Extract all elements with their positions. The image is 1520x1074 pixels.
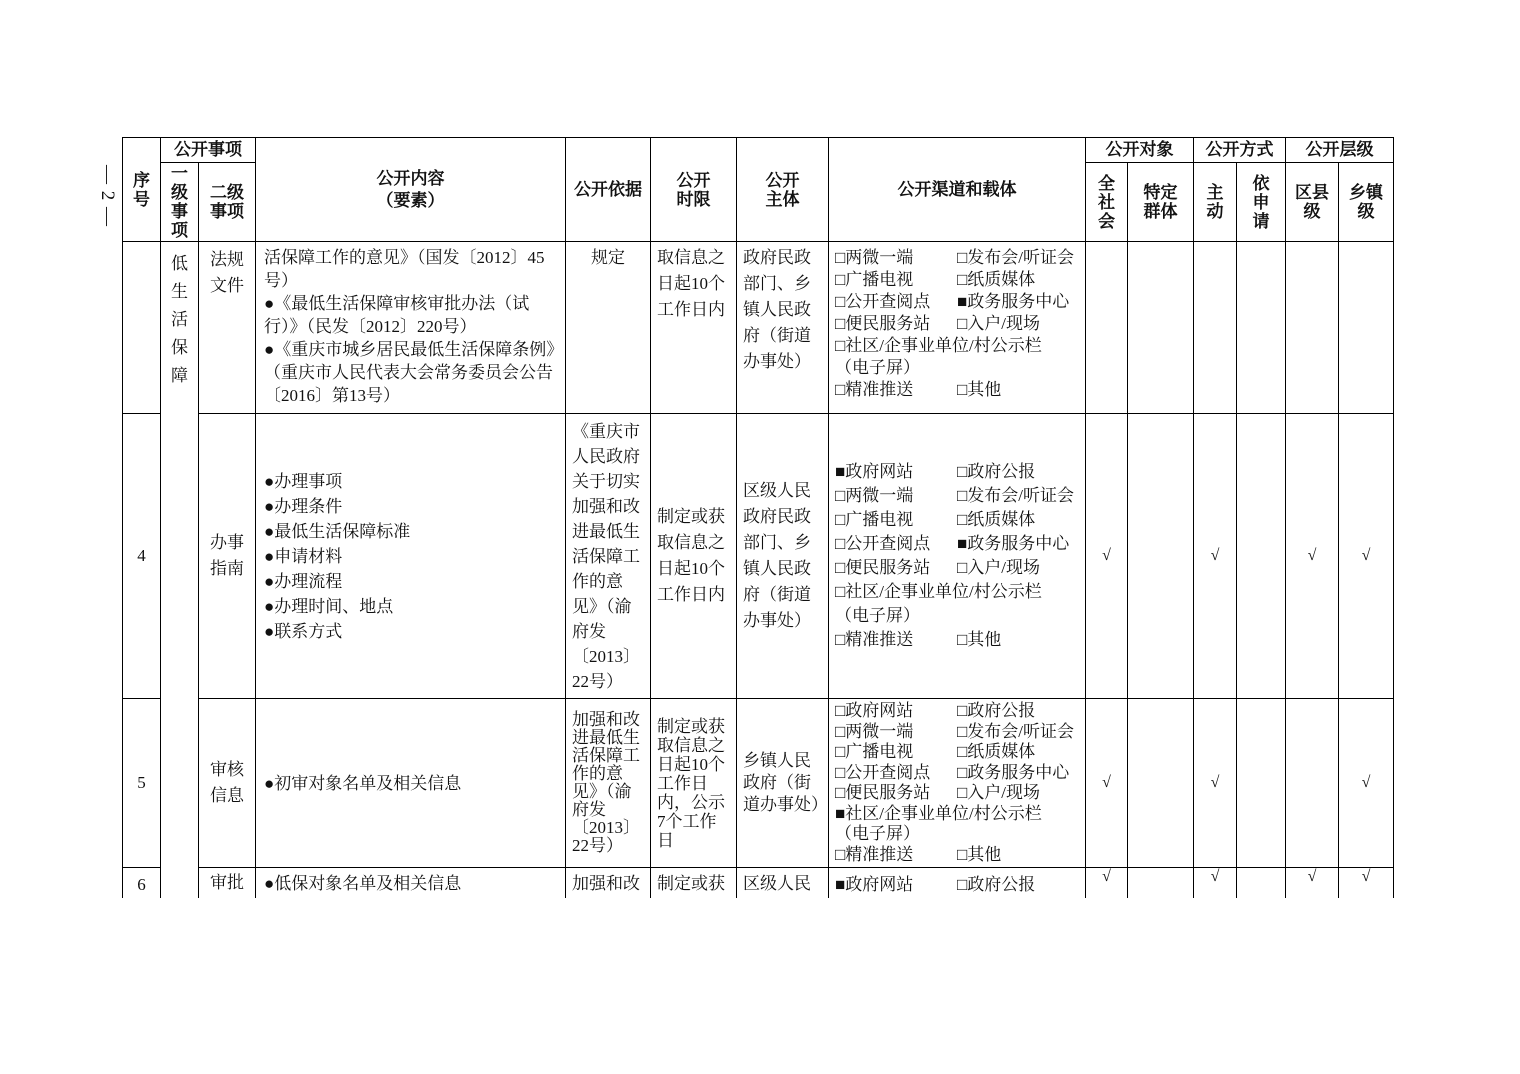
level2-item-cell [199,414,256,699]
row-seq: 5 [123,699,161,868]
channel-option-unchecked: □两微一端 [835,721,914,741]
level1-item-cell [161,242,199,899]
col-header-level1-item [161,163,199,242]
header-label: 序号 [133,170,150,209]
basis-cell: 加强和改进最低生活保障工作的意见》（渝府发〔2013〕22号） [566,699,651,868]
subject-cell: 乡镇人民政府（街道办事处） [737,699,829,868]
check-township-level [1339,242,1394,414]
channel-option-unchecked: □政务服务中心 [957,762,1070,782]
basis-cell: 《重庆市人民政府关于切实加强和改进最低生活保障工作的意见》（渝府发〔2013〕22号） [566,414,651,699]
channels-cell [829,414,1086,699]
channel-line [835,824,1079,845]
channel-option-unchecked: □广播电视 [835,270,914,289]
channels-cell [829,242,1086,414]
col-header-whole-society [1086,163,1128,242]
channel-option-unchecked: □便民服务站 [835,558,931,577]
header-label: 公开主体 [765,170,800,209]
channel-option-checked: ■政务服务中心 [957,292,1070,311]
disclosure-table [122,137,1394,898]
level2-item-label: 审核信息 [210,760,244,805]
check-upon-request [1237,242,1286,414]
check-district-level [1286,242,1339,414]
col-header-township-level [1339,163,1394,242]
channel-line [835,845,1079,866]
check-upon-request [1237,699,1286,868]
col-header-proactive [1194,163,1237,242]
page-number: — 2 — [97,165,118,227]
channel-option-unchecked: □政府公报 [957,462,1036,481]
channel-line [835,722,1079,743]
content-line: ●申请材料 [264,546,343,566]
col-header-method: 公开方式 [1194,138,1286,163]
check-whole-society: √ [1086,699,1128,868]
channel-option-unchecked: □纸质媒体 [957,270,1036,289]
content-line: ●办理流程 [264,571,343,591]
level1-item-label: 低生活保障 [171,254,188,385]
channel-line [835,247,1079,269]
channel-line [835,604,1079,628]
row-seq [123,242,161,414]
col-header-level2-item [199,163,256,242]
check-specific-groups [1128,699,1194,868]
channel-line [835,335,1079,357]
channel-option-unchecked: □入户/现场 [957,783,1040,802]
content-cell [256,414,566,699]
col-header-basis: 公开依据 [566,138,651,242]
check-whole-society: √ [1086,414,1128,699]
content-cell [256,868,566,899]
time-limit-cell: 制定或获 [651,868,737,899]
channel-option-unchecked: □其他 [957,630,1002,649]
channel-option-unchecked: □其他 [957,844,1002,864]
channel-option-unchecked: □发布会/听证会 [957,721,1074,741]
content-line: ●办理时间、地点 [264,596,394,616]
channel-option-checked: ■政务服务中心 [957,534,1070,553]
content-line: ●最低生活保障标准 [264,521,411,541]
content-line: 活保障工作的意见》（国发〔2012〕45号） [264,248,545,290]
channel-line [835,532,1079,556]
content-cell [256,242,566,414]
content-line: ●初审对象名单及相关信息 [264,773,462,793]
check-upon-request [1237,414,1286,699]
col-header-specific-groups [1128,163,1194,242]
header-label: 公开时限 [676,170,711,209]
channel-option-unchecked: □政府公报 [957,701,1036,720]
table-row [123,242,1394,414]
check-district-level: √ [1286,414,1339,699]
channel-option-unchecked: □精准推送 [835,844,914,864]
level2-item-label: 办事指南 [210,533,244,578]
content-line: ●低保对象名单及相关信息 [264,874,462,893]
check-proactive [1194,242,1237,414]
channel-option-unchecked: □其他 [957,380,1002,399]
level2-item-cell: 审批 [199,868,256,899]
content-line: ●联系方式 [264,621,343,641]
channel-line [835,460,1079,484]
level2-item-label: 法规文件 [210,250,244,295]
channel-option-checked: ■社区/企事业单位/村公示栏 [835,803,1042,823]
channel-option-unchecked: □发布会/听证会 [957,486,1074,505]
channel-option-unchecked: □社区/企事业单位/村公示栏 [835,582,1042,601]
check-upon-request [1237,868,1286,899]
channel-option-unchecked: □公开查阅点 [835,534,931,553]
channel-option-unchecked: □公开查阅点 [835,292,931,311]
channel-option-unchecked: □纸质媒体 [957,742,1036,761]
row-seq: 4 [123,414,161,699]
header-label: 公开内容 [376,168,445,188]
row-seq: 6 [123,868,161,899]
check-specific-groups [1128,414,1194,699]
channel-option-unchecked: □发布会/听证会 [957,248,1074,267]
channel-option-unchecked: □社区/企事业单位/村公示栏 [835,336,1042,355]
channel-line [835,580,1079,604]
channel-line [835,379,1079,401]
channel-line [835,556,1079,580]
channel-option-unchecked: □精准推送 [835,380,914,399]
table-row [123,414,1394,699]
check-proactive: √ [1194,699,1237,868]
time-limit-cell: 取信息之日起10个工作日内 [651,242,737,414]
channel-option-unchecked: □两微一端 [835,248,914,267]
check-township-level: √ [1339,699,1394,868]
channel-line [835,628,1079,652]
channels-cell [829,868,1086,899]
channel-option-unchecked: □入户/现场 [957,558,1040,577]
channel-option-unchecked: □纸质媒体 [957,510,1036,529]
col-header-audience: 公开对象 [1086,138,1194,163]
subject-cell: 区级人民 [737,868,829,899]
channel-line [835,269,1079,291]
col-header-disclosure-items: 公开事项 [161,138,256,163]
disclosure-table-wrapper [122,137,1395,898]
channel-option-unchecked: □精准推送 [835,630,914,649]
channel-option-unchecked: □广播电视 [835,742,914,761]
channel-line [835,357,1079,379]
basis-cell: 加强和改 [566,868,651,899]
channel-line [835,508,1079,532]
channel-option-unchecked: □政府网站 [835,701,914,720]
check-township-level: √ [1339,868,1394,899]
channel-option-continuation: （电子屏） [835,824,920,843]
channel-line [835,783,1079,804]
channel-option-unchecked: □公开查阅点 [835,762,931,782]
header-label: （要素） [376,190,445,210]
channel-option-checked: ■政府网站 [835,462,914,481]
channel-option-checked: ■政府网站 [835,875,914,894]
check-specific-groups [1128,242,1194,414]
col-header-channels: 公开渠道和载体 [829,138,1086,242]
check-township-level: √ [1339,414,1394,699]
channel-option-continuation: （电子屏） [835,606,920,625]
header-label: 主动 [1206,183,1224,221]
header-label: 特定群体 [1143,183,1178,221]
channel-option-unchecked: □入户/现场 [957,314,1040,333]
channel-line [835,804,1079,825]
header-label: 全社会 [1098,173,1115,231]
col-header-level: 公开层级 [1286,138,1394,163]
subject-cell: 政府民政部门、乡镇人民政府（街道办事处） [737,242,829,414]
col-header-subject [737,138,829,242]
channel-line [835,291,1079,313]
level2-item-cell [199,242,256,414]
check-whole-society [1086,242,1128,414]
header-label: 二级事项 [210,183,244,221]
col-header-upon-request [1237,163,1286,242]
time-limit-cell: 制定或获取信息之日起10个工作日内 [651,414,737,699]
content-line: ●《重庆市城乡居民最低生活保障条例》（重庆市人民代表大会常务委员会公告〔2016〕第13号） [264,340,555,405]
channel-option-continuation: （电子屏） [835,358,920,377]
check-district-level: √ [1286,868,1339,899]
channels-cell [829,699,1086,868]
col-header-district-level [1286,163,1339,242]
col-header-time-limit [651,138,737,242]
time-limit-cell: 制定或获取信息之日起10个工作日内，公示7个工作日 [651,699,737,868]
channel-option-unchecked: □便民服务站 [835,783,931,802]
channel-line [835,701,1079,722]
content-line: ●办理事项 [264,471,343,491]
channel-option-unchecked: □便民服务站 [835,314,931,333]
check-specific-groups [1128,868,1194,899]
channel-option-unchecked: □两微一端 [835,486,914,505]
channel-line [835,742,1079,763]
channel-option-unchecked: □广播电视 [835,510,914,529]
content-cell [256,699,566,868]
basis-cell: 规定 [566,242,651,414]
channel-line [835,873,1079,896]
header-label: 一级事项 [171,164,188,240]
check-proactive: √ [1194,868,1237,899]
table-row [123,699,1394,868]
subject-cell: 区级人民政府民政部门、乡镇人民政府（街道办事处） [737,414,829,699]
level2-item-cell [199,699,256,868]
channel-line [835,484,1079,508]
check-district-level [1286,699,1339,868]
col-header-content [256,138,566,242]
header-label: 区县级 [1295,183,1329,221]
table-row [123,868,1394,899]
content-line: ●办理条件 [264,496,343,516]
channel-option-unchecked: □政府公报 [957,875,1036,894]
col-header-seq [123,138,161,242]
channel-line [835,313,1079,335]
check-whole-society: √ [1086,868,1128,899]
channel-line [835,763,1079,784]
content-line: ●《最低生活保障审核审批办法（试行）》（民发〔2012〕220号） [264,294,530,336]
header-label: 乡镇级 [1349,183,1383,221]
check-proactive: √ [1194,414,1237,699]
header-label: 依申请 [1252,173,1270,231]
